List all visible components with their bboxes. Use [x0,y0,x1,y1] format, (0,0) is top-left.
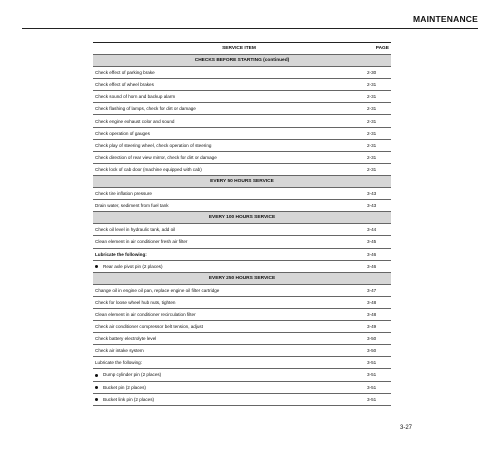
bullet-icon [95,374,98,377]
page-number: 3-27 [399,425,412,431]
service-item-text: Bucket pin (2 places) [103,384,146,390]
table-row [93,91,391,103]
section-title: MAINTENANCE [412,14,478,24]
service-item-text: Bucket link pin (2 places) [103,396,155,402]
service-item [93,128,367,139]
bullet-icon [95,398,98,401]
table-row [93,115,391,127]
service-item [93,261,367,272]
service-item [93,297,367,308]
service-item-text: Check effect of wheel brakes [95,82,154,88]
table-row [93,321,391,333]
table-row [93,309,391,321]
page-ref: 3-51 [367,384,377,390]
service-item [93,249,367,260]
service-item [93,67,367,78]
service-item [93,224,367,235]
table-row [93,333,391,345]
page-ref: 3-43 [367,191,377,197]
service-item [93,369,367,380]
service-item-text: Check tire inflation pressure [95,191,152,197]
service-item-text: Lubricate the following: [95,360,142,366]
service-item-text: Check flashing of lamps, check for dirt or damage [95,106,196,112]
service-item [93,200,367,211]
page-ref: 2-31 [367,130,377,136]
table-row [93,249,391,261]
service-item-text: Drain water, sediment from fuel tank [95,203,169,209]
table-row [93,345,391,357]
service-item-text: Check effect of parking brake [95,70,155,76]
column-header-item: SERVICE ITEM [222,46,256,51]
table-row [93,236,391,248]
page-ref: 2-31 [367,142,377,148]
service-item [93,79,367,90]
table-row [93,382,391,394]
page-ref: 3-49 [367,324,377,330]
service-item-text: Check air intake system [95,348,144,354]
service-item [93,152,367,163]
page-ref: 2-31 [367,106,377,112]
section-header-label: CHECKS BEFORE STARTING (continued) [194,58,290,64]
table-row [93,357,391,369]
service-item [93,382,367,393]
page-ref: 3-44 [367,227,377,233]
page-ref: 3-50 [367,336,377,342]
service-item [93,103,367,114]
page-ref: 3-48 [367,312,377,318]
table-row [93,200,391,212]
service-item-text: Check air conditioner compressor belt tension, adjust [95,324,204,330]
service-item [93,140,367,151]
table-row [93,79,391,91]
service-item [93,309,367,320]
table-row [93,261,391,273]
page-ref: 2-31 [367,118,377,124]
service-item-text: Check play of steering wheel, check operation of steering [95,142,212,148]
service-item-text: Check for loose wheel hub nuts, tighten [95,299,176,305]
service-item [93,285,367,296]
table-row [93,152,391,164]
table-row [93,103,391,115]
service-item-text: Change oil in engine oil pan, replace engine oil filter cartridge [95,287,220,293]
section-header-row [93,212,391,224]
page-ref: 3-51 [367,396,377,402]
page-ref: 3-45 [367,239,377,245]
table-row [93,164,391,176]
table-row [93,285,391,297]
service-item-text: Check oil level in hydraulic tank, add oil [95,227,176,233]
table-row [93,140,391,152]
service-item [93,116,367,127]
service-item [93,188,367,199]
service-item-text: Rear axle pivot pin (2 places) [103,263,163,269]
service-item-text: Check battery electrolyte level [95,336,157,342]
service-item [93,394,367,405]
page-ref: 2-31 [367,94,377,100]
service-item [93,357,367,368]
service-item [93,164,367,175]
service-item-text: Check direction of rear view mirror, check for dirt or damage [95,154,217,160]
section-header-row [93,55,391,67]
bullet-icon [95,386,98,389]
table-row [93,224,391,236]
page-ref: 2-31 [367,166,377,172]
page-ref: 3-43 [367,203,377,209]
table-row [93,128,391,140]
service-item-text: Check engine exhaust color and sound [95,118,175,124]
service-item-text: Check lock of cab door (machine equipped with cab) [95,166,202,172]
table-row [93,394,391,406]
page-ref: 3-48 [367,299,377,305]
page-ref: 3-46 [367,251,377,257]
service-item-text: Clean element in air conditioner recirculation filter [95,312,196,318]
page-ref: 2-31 [367,154,377,160]
page-ref: 3-51 [367,360,377,366]
page-ref: 2-30 [367,70,377,76]
section-header-label: EVERY 100 HOURS SERVICE [208,215,276,221]
page-ref: 3-50 [367,348,377,354]
page-ref: 3-51 [367,372,377,378]
service-item-text: Dump cylinder pin (2 places) [103,372,162,378]
service-item [93,345,367,356]
section-header-row [93,273,391,285]
page-header [22,10,478,29]
section-header-row [93,176,391,188]
service-item-text: Check operation of gauges [95,130,150,136]
service-item [93,333,367,344]
page-ref: 3-46 [367,263,377,269]
table-body [93,55,391,406]
page-ref: 3-47 [367,287,377,293]
table-row [93,188,391,200]
section-header-label: EVERY 250 HOURS SERVICE [208,275,276,281]
service-item [93,236,367,247]
section-header-label: EVERY 50 HOURS SERVICE [210,178,274,184]
service-item-text: Check sound of horn and backup alarm [95,94,176,100]
table-row [93,369,391,381]
bullet-icon [95,265,98,268]
table-column-header [93,43,391,55]
service-item-text: Clean element in air conditioner fresh air filter [95,239,188,245]
page-ref: 2-31 [367,82,377,88]
table-row [93,67,391,79]
table-row [93,297,391,309]
service-table [93,42,391,406]
column-header-page: PAGE [375,46,389,51]
service-item [93,321,367,332]
service-item-text: Lubricate the following: [95,251,147,257]
service-item [93,91,367,102]
